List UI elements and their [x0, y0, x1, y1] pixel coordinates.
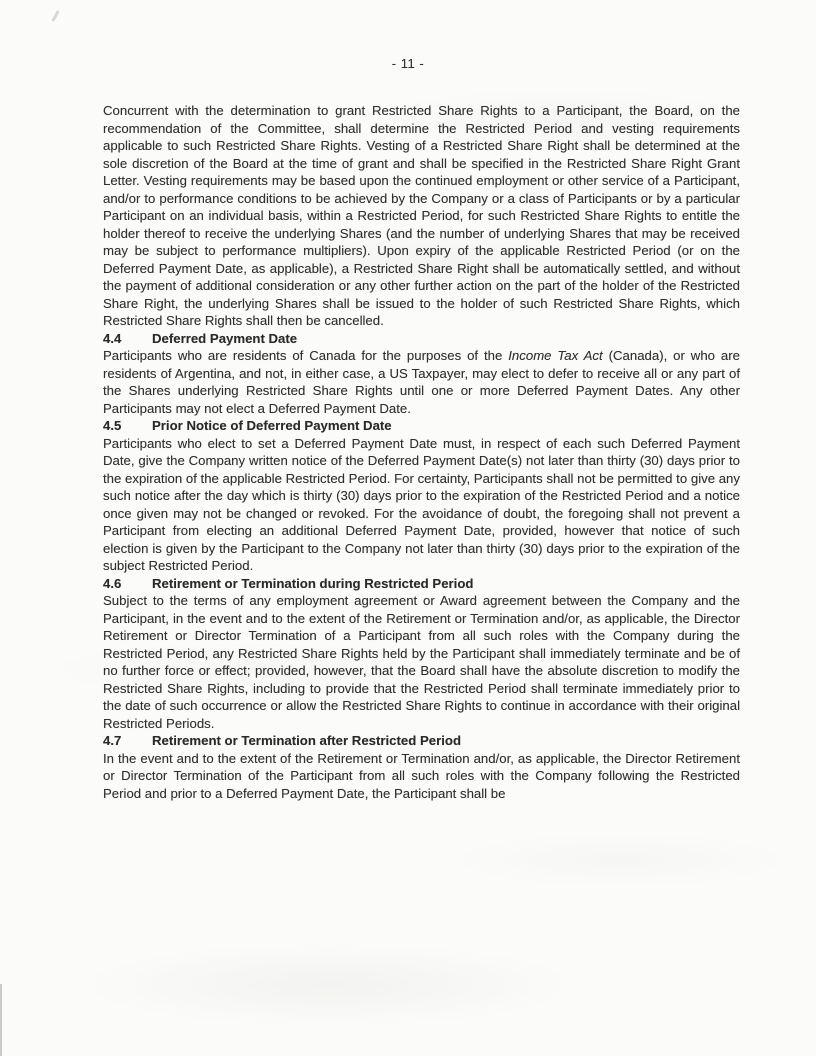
- section-title: Deferred Payment Date: [152, 330, 298, 346]
- section-title: Retirement or Termination during Restricted Period: [152, 575, 474, 591]
- section-paragraph-4-4: Participants who are residents of Canada for the purposes of the Income Tax Act (Canada), or who are residents of Argentina, and not, in either case, a US Taxpayer, may elect to defer to receive all or any part of the Shares underlying Restricted Share Rights until one or more Deferred Payment Dates. Any other Participants may not elect a Deferred Payment Date.: [103, 348, 740, 416]
- section-heading-4-5: [103, 417, 740, 435]
- section-title: Prior Notice of Deferred Payment Date: [152, 418, 392, 433]
- section-number: 4.5: [103, 418, 122, 433]
- section-number: 4.6: [103, 575, 122, 591]
- page-number: - 11 -: [391, 56, 425, 71]
- section-heading-4-4: [103, 330, 740, 348]
- intro-paragraph: Concurrent with the determination to grant Restricted Share Rights to a Participant, the Board, on the recommendation of the Committee, shall determine the Restricted Period and vesting requirements applicable to such Restricted Share Rights. Vesting of a Restricted Share Right shall be determined at the sole discretion of the Board at the time of grant and shall be specified in the Restricted Share Right Grant Letter. Vesting requirements may be based upon the continued employment or other service of a Participant, and/or to performance conditions to be achieved by the Company or a class of Participants or by a particular Participant on an individual basis, within a Restricted Period, for such Restricted Share Rights to entitle the holder thereof to receive the underlying Shares (and the number of underlying Shares that may be received may be subject to performance multipliers). Upon expiry of the applicable Restricted Period (or on the Deferred Payment Date, as applicable), a Restricted Share Right shall be automatically settled, and without the payment of additional consideration or any other further action on the part of the holder of the Restricted Share Right, the underlying Shares shall be issued to the holder of such Restricted Share Rights, which Restricted Share Rights shall then be cancelled.: [103, 103, 740, 328]
- section-heading-4-6: [103, 575, 740, 593]
- scan-edge-artifact: [0, 984, 2, 1056]
- section-heading-4-7: [103, 732, 740, 750]
- section-number: 4.7: [103, 733, 122, 748]
- section-number: 4.4: [103, 330, 122, 346]
- section-paragraph-4-7: In the event and to the extent of the Retirement or Termination and/or, as applicable, the Director Retirement or Director Termination of the Participant from all such roles with the Company following the Restricted Period and prior to a Deferred Payment Date, the Participant shall be: [103, 750, 740, 801]
- document-body: [103, 102, 740, 802]
- section-paragraph-4-5: Participants who elect to set a Deferred Payment Date must, in respect of each such Deferred Payment Date, give the Company written notice of the Deferred Payment Date(s) not later than thirty (30) days prior to the expiration of the applicable Restricted Period. For certainty, Participants shall not be permitted to give any such notice after the day which is thirty (30) days prior to the expiration of the Restricted Period and a notice once given may not be changed or revoked. For the avoidance of doubt, the foregoing shall not prevent a Participant from electing an additional Deferred Payment Date, provided, however that notice of such election is given by the Participant to the Company not later than thirty (30) days prior to the expiration of the subject Restricted Period.: [103, 435, 740, 573]
- section-paragraph-4-6: Subject to the terms of any employment agreement or Award agreement between the Company and the Participant, in the event and to the extent of the Retirement or Termination and/or, as applicable, the Director Retirement or Director Termination of a Participant from all such roles with the Company during the Restricted Period, any Restricted Share Rights held by the Participant shall immediately terminate and be of no further force or effect; provided, however, that the Board shall have the absolute discretion to modify the Restricted Share Rights, including to provide that the Restricted Period shall terminate immediately prior to the date of such occurrence or allow the Restricted Share Rights to continue in accordance with their original Restricted Periods.: [103, 593, 740, 731]
- section-title: Retirement or Termination after Restricted Period: [152, 733, 461, 748]
- scan-smudge-artifact: [51, 10, 59, 22]
